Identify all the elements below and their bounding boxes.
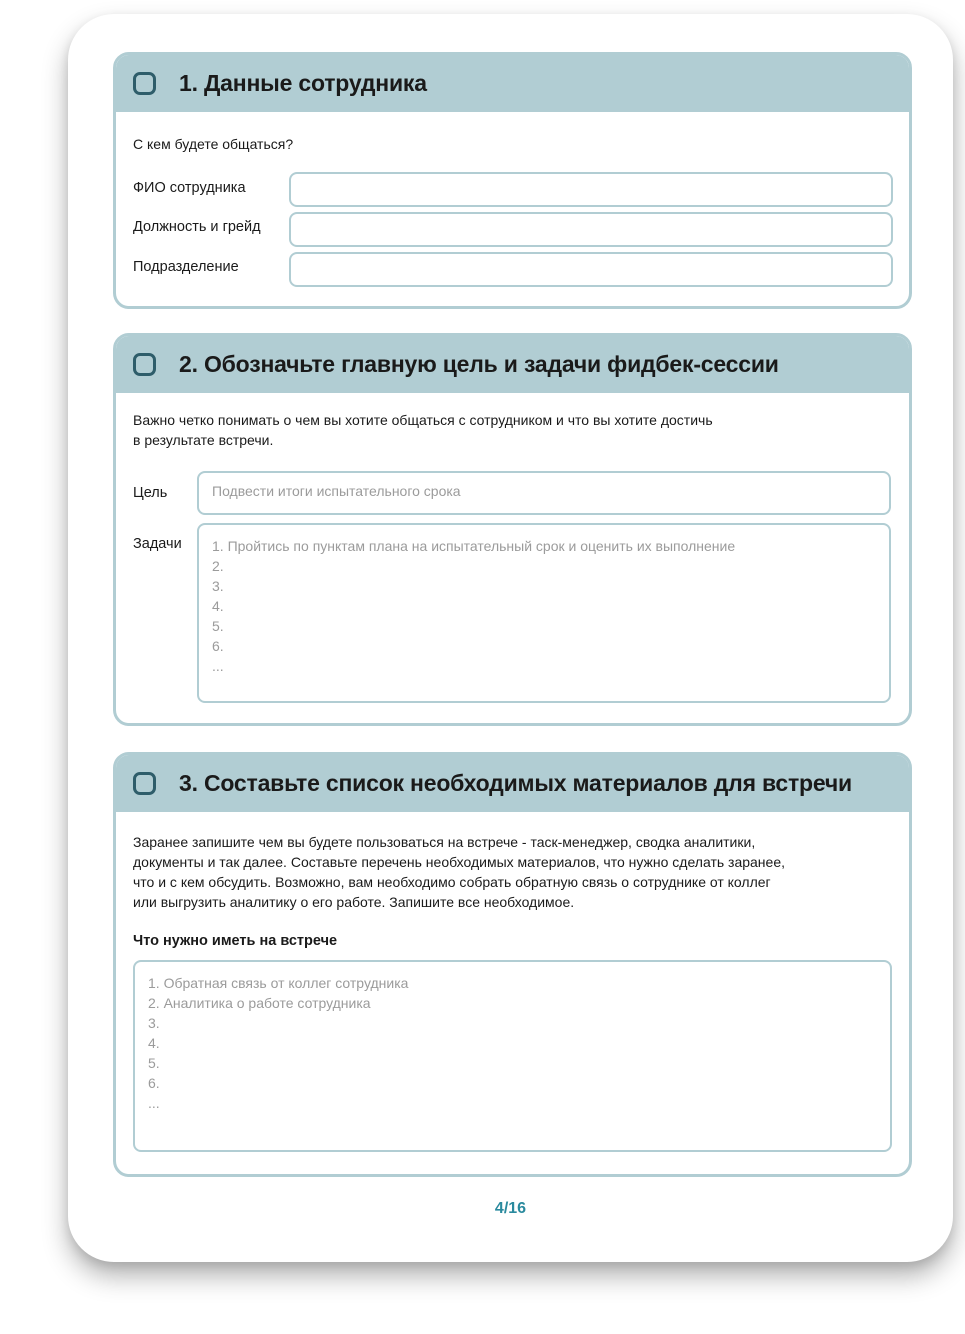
goal-label: Цель <box>133 485 168 501</box>
list-item: 1. Пройтись по пунктам плана на испытательный срок и оценить их выполнение <box>212 538 736 554</box>
list-item: 3. <box>212 578 224 594</box>
section-intro: С кем будете общаться? <box>133 136 294 152</box>
section-checkbox[interactable] <box>133 353 156 376</box>
goal-placeholder: Подвести итоги испытательного срока <box>212 483 461 499</box>
tasks-label: Задачи <box>133 536 182 552</box>
goal-input[interactable] <box>197 471 891 515</box>
list-item: 1. Обратная связь от коллег сотрудника <box>148 975 409 991</box>
page-number: 4/16 <box>494 1200 527 1217</box>
section-intro: Важно четко понимать о чем вы хотите общаться с сотрудником и что вы хотите достичь в результате встречи. <box>133 412 713 448</box>
section-header <box>116 55 909 112</box>
list-item: 4. <box>148 1035 160 1051</box>
materials-label: Что нужно иметь на встрече <box>133 933 338 949</box>
section-intro: Заранее запишите чем вы будете пользоваться на встрече - таск-менеджер, сводка аналитики, документы и так далее. Составьте перечень необходимых материалов, что нужно сделать заранее, что и с кем обсудить. Возможно, вам необходимо собрать обратную связь о сотруднике от коллег или выгрузить аналитику о его работе. Запишите все необходимое. <box>133 834 786 910</box>
section-checkbox[interactable] <box>133 772 156 795</box>
list-item: ... <box>148 1095 160 1111</box>
document-page <box>68 14 953 1262</box>
materials-placeholder-list <box>148 973 408 1113</box>
list-item: 6. <box>212 638 224 654</box>
field-label-name: ФИО сотрудника <box>133 180 246 196</box>
field-label-position: Должность и грейд <box>133 219 261 235</box>
employee-name-input[interactable] <box>289 172 893 207</box>
list-item: 2. <box>212 558 224 574</box>
section-title: 2. Обозначьте главную цель и задачи фидбек-сессии <box>179 351 779 377</box>
section-checkbox[interactable] <box>133 72 156 95</box>
section-title: 3. Составьте список необходимых материалов для встречи <box>179 770 852 796</box>
section-employee-data <box>113 52 912 309</box>
position-grade-input[interactable] <box>289 212 893 247</box>
materials-textarea[interactable] <box>133 960 892 1152</box>
list-item: 4. <box>212 598 224 614</box>
section-title: 1. Данные сотрудника <box>179 70 427 96</box>
section-header <box>116 755 909 812</box>
tasks-textarea[interactable] <box>197 523 891 703</box>
list-item: ... <box>212 658 224 674</box>
field-label-department: Подразделение <box>133 259 239 275</box>
list-item: 5. <box>212 618 224 634</box>
list-item: 3. <box>148 1015 160 1031</box>
section-materials <box>113 752 912 1177</box>
list-item: 6. <box>148 1075 160 1091</box>
department-input[interactable] <box>289 252 893 287</box>
tasks-placeholder-list <box>212 536 735 676</box>
section-goal-tasks <box>113 333 912 726</box>
list-item: 2. Аналитика о работе сотрудника <box>148 995 371 1011</box>
list-item: 5. <box>148 1055 160 1071</box>
section-header <box>116 336 909 393</box>
